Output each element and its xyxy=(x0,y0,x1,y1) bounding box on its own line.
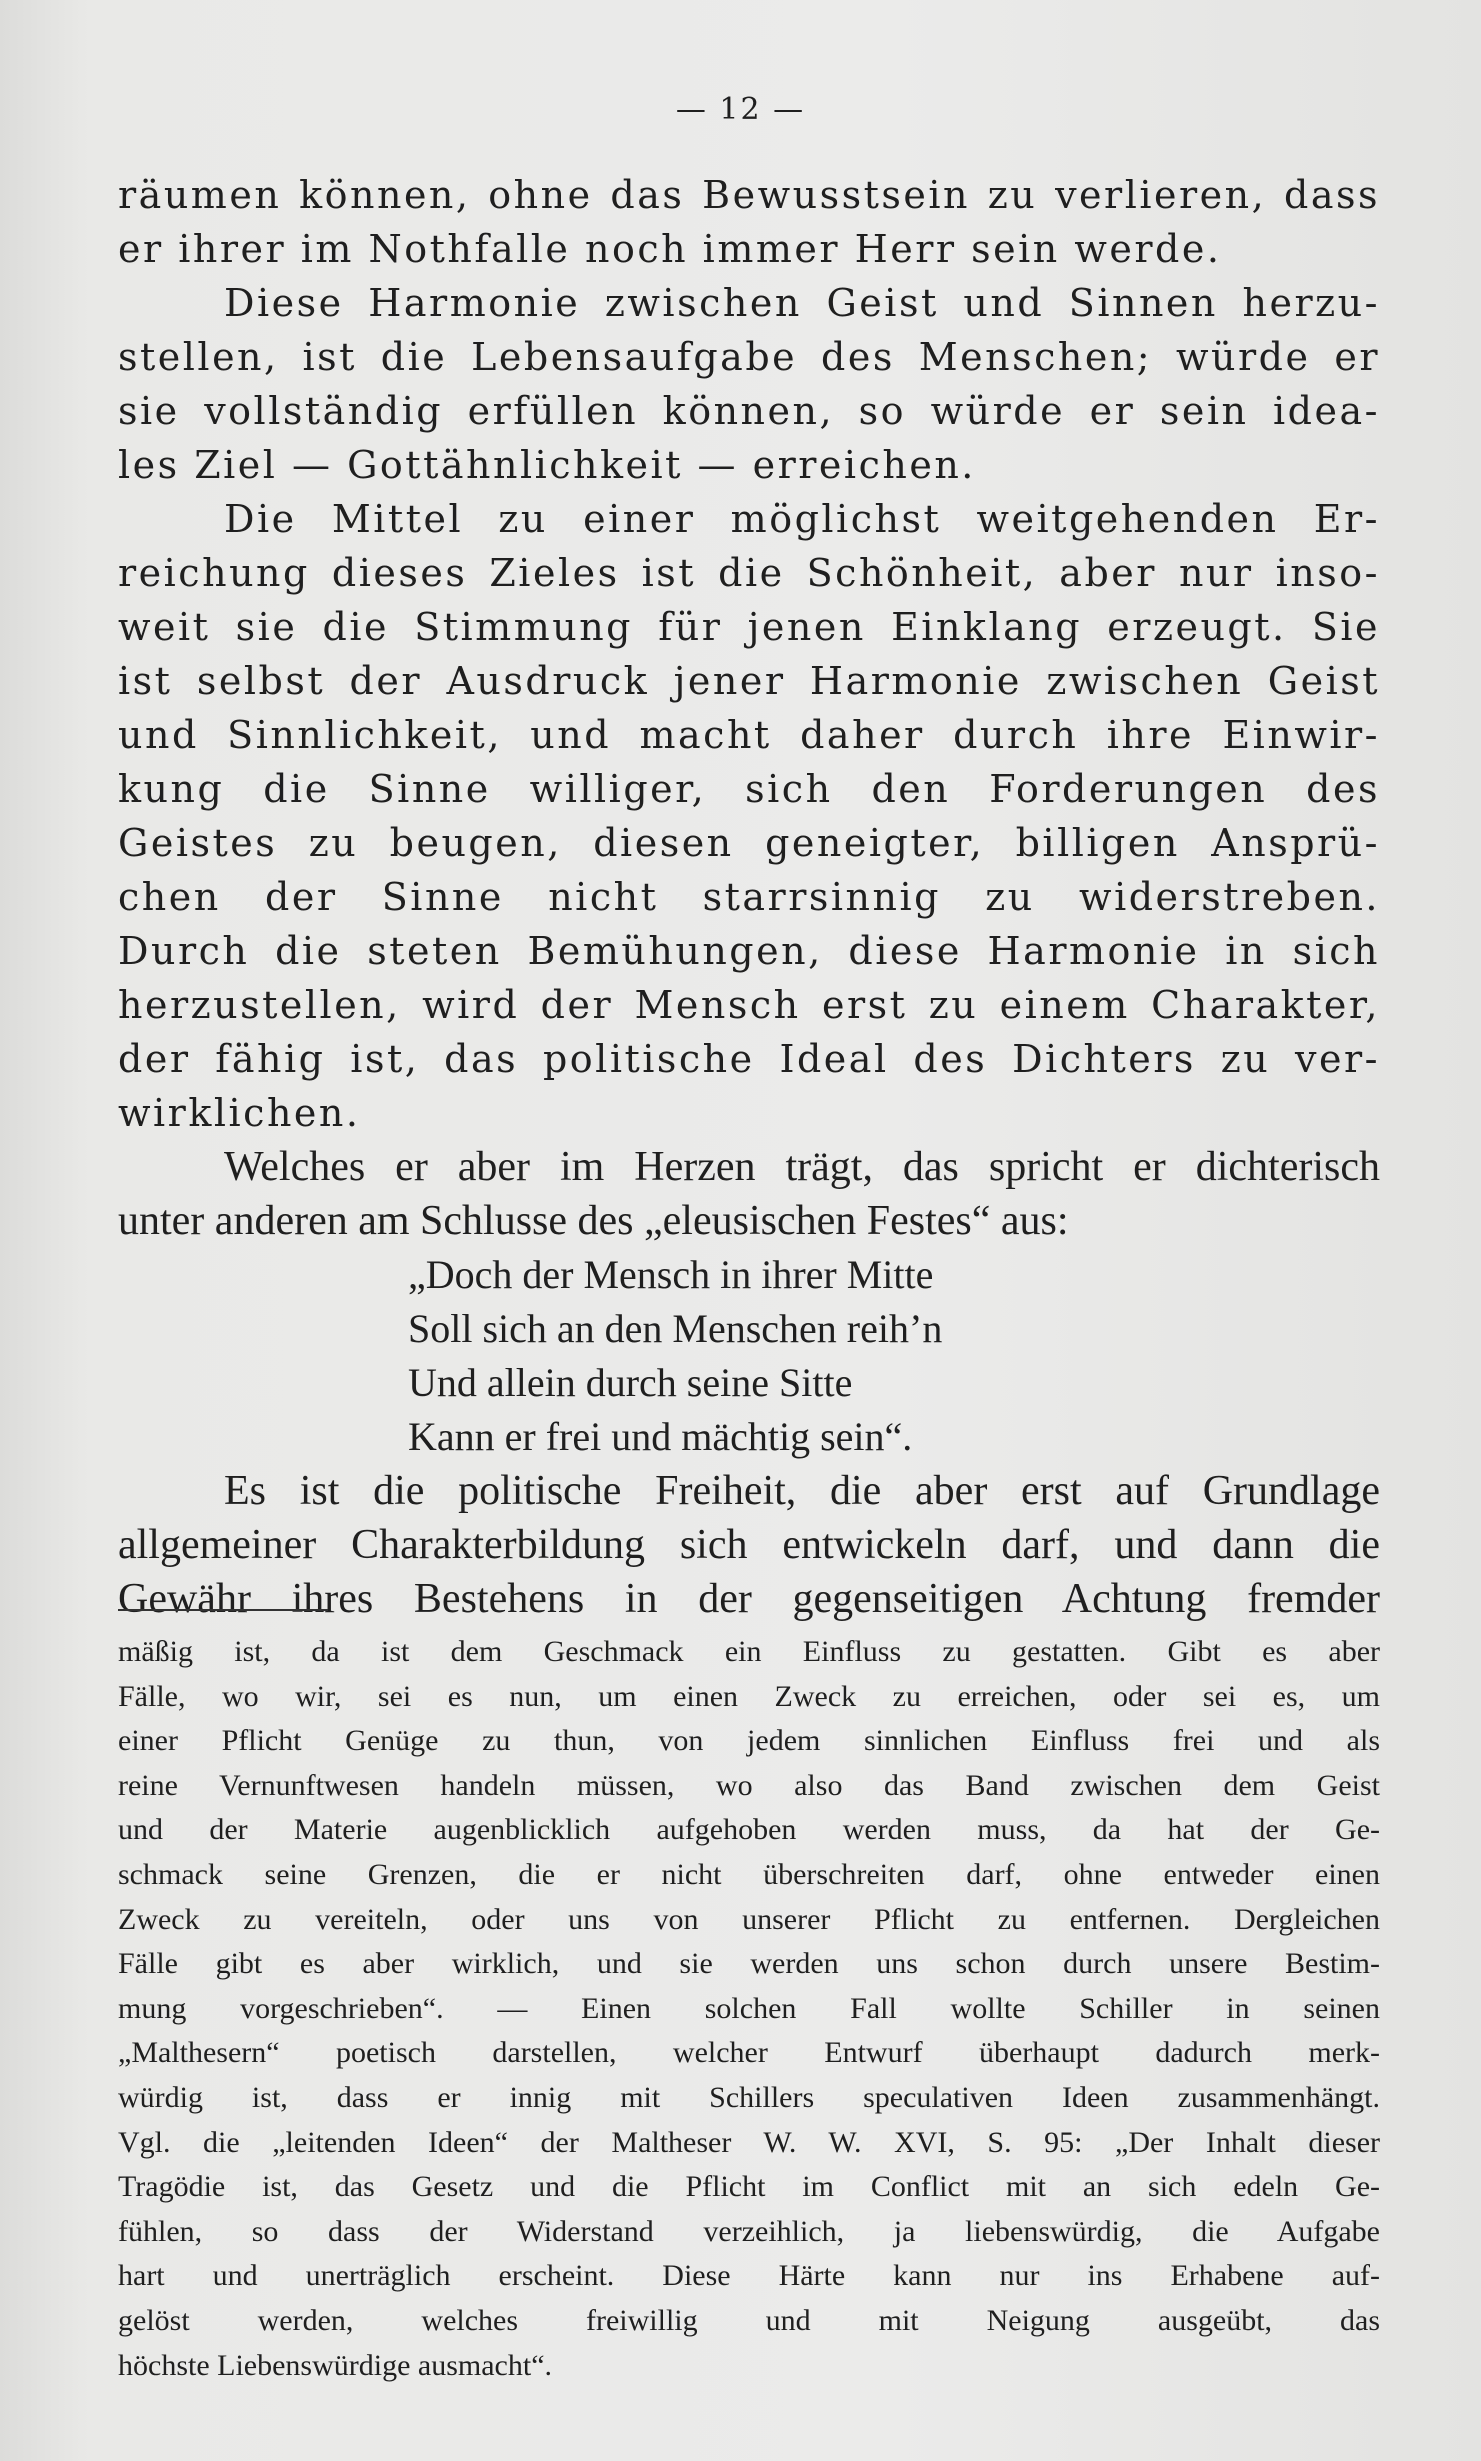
footnote xyxy=(118,1630,1380,2388)
footnote-line: höchste Liebenswürdige ausmacht“. xyxy=(118,2348,553,2382)
main-text xyxy=(118,168,1380,1626)
text-line: unter anderen am Schlusse des „eleusischen Festes“ aus: xyxy=(118,1198,1069,1244)
text-line: Die Mittel zu einer möglichst weitgehenden Er- xyxy=(224,497,1380,541)
text-line: allgemeiner Charakterbildung sich entwickeln darf, und dann die xyxy=(118,1522,1380,1568)
text-line: herzustellen, wird der Mensch erst zu einem Charakter, xyxy=(118,983,1380,1027)
text-line: weit sie die Stimmung für jenen Einklang erzeugt. Sie xyxy=(118,605,1380,649)
text-line: räumen können, ohne das Bewusstsein zu verlieren, dass xyxy=(118,173,1380,217)
page-number: — 12 — xyxy=(675,92,806,127)
verse-line: „Doch der Mensch in ihrer Mitte xyxy=(408,1252,934,1297)
footnote-line: Fälle gibt es aber wirklich, und sie werden uns schon durch unsere Bestim- xyxy=(118,1947,1380,1981)
text-line: der fähig ist, das politische Ideal des Dichters zu ver- xyxy=(118,1037,1380,1081)
footnote-line: Zweck zu vereiteln, oder uns von unserer Pflicht zu entfernen. Dergleichen xyxy=(118,1902,1380,1936)
text-line: Durch die steten Bemühungen, diese Harmonie in sich xyxy=(118,929,1380,973)
verse-line: Und allein durch seine Sitte xyxy=(408,1360,853,1405)
footnote-line: reine Vernunftwesen handeln müssen, wo also das Band zwischen dem Geist xyxy=(118,1768,1380,1802)
text-line: ist selbst der Ausdruck jener Harmonie zwischen Geist xyxy=(118,659,1380,703)
verse-block xyxy=(118,1248,1380,1464)
footnote-line: Fälle, wo wir, sei es nun, um einen Zweck zu erreichen, oder sei es, um xyxy=(118,1679,1380,1713)
footnote-line: fühlen, so dass der Widerstand verzeihlich, ja liebenswürdig, die Aufgabe xyxy=(118,2214,1380,2248)
text-line: Es ist die politische Freiheit, die aber erst auf Grundlage xyxy=(224,1468,1380,1514)
text-line: er ihrer im Nothfalle noch immer Herr sein werde. xyxy=(118,227,1222,271)
footnote-line: schmack seine Grenzen, die er nicht überschreiten darf, ohne entweder einen xyxy=(118,1857,1380,1891)
footnote-line: Vgl. die „leitenden Ideen“ der Maltheser W. W. XVI, S. 95: „Der Inhalt dieser xyxy=(118,2125,1380,2159)
text-line: les Ziel — Gottähnlichkeit — erreichen. xyxy=(118,443,976,487)
text-line: Gewähr ihres Bestehens in der gegenseitigen Achtung fremder xyxy=(118,1576,1380,1622)
footnote-line: mäßig ist, da ist dem Geschmack ein Einfluss zu gestatten. Gibt es aber xyxy=(118,1635,1380,1668)
footnote-line: Tragödie ist, das Gesetz und die Pflicht im Conflict mit an sich edeln Ge- xyxy=(118,2170,1380,2204)
text-line: Diese Harmonie zwischen Geist und Sinnen herzu- xyxy=(224,281,1380,325)
footnote-line: mung vorgeschrieben“. — Einen solchen Fall wollte Schiller in seinen xyxy=(118,1991,1380,2025)
text-line: Geistes zu beugen, diesen geneigter, billigen Ansprü- xyxy=(118,821,1380,865)
footnote-line: und der Materie augenblicklich aufgehoben werden muss, da hat der Ge- xyxy=(118,1813,1380,1847)
footnote-divider xyxy=(118,1609,328,1611)
footnote-line: einer Pflicht Genüge zu thun, von jedem sinnlichen Einfluss frei und als xyxy=(118,1724,1380,1758)
footnote-line: gelöst werden, welches freiwillig und mit Neigung ausgeübt, das xyxy=(118,2303,1380,2337)
verse-line: Kann er frei und mächtig sein“. xyxy=(408,1414,913,1459)
text-line: reichung dieses Zieles ist die Schönheit, aber nur inso- xyxy=(118,551,1380,595)
footnote-line: „Malthesern“ poetisch darstellen, welcher Entwurf überhaupt dadurch merk- xyxy=(118,2036,1380,2070)
text-line: chen der Sinne nicht starrsinnig zu widerstreben. xyxy=(118,875,1380,919)
text-line: und Sinnlichkeit, und macht daher durch ihre Einwir- xyxy=(118,713,1380,757)
text-line: stellen, ist die Lebensaufgabe des Menschen; würde er xyxy=(118,335,1380,379)
text-line: wirklichen. xyxy=(118,1091,361,1135)
text-line: sie vollständig erfüllen können, so würde er sein idea- xyxy=(118,389,1380,433)
text-line: Welches er aber im Herzen trägt, das spricht er dichterisch xyxy=(224,1144,1380,1190)
verse-line: Soll sich an den Menschen reih’n xyxy=(408,1306,943,1351)
text-line: kung die Sinne williger, sich den Forderungen des xyxy=(118,767,1380,811)
footnote-line: hart und unerträglich erscheint. Diese Härte kann nur ins Erhabene auf- xyxy=(118,2259,1380,2293)
footnote-line: würdig ist, dass er innig mit Schillers speculativen Ideen zusammenhängt. xyxy=(118,2080,1380,2114)
